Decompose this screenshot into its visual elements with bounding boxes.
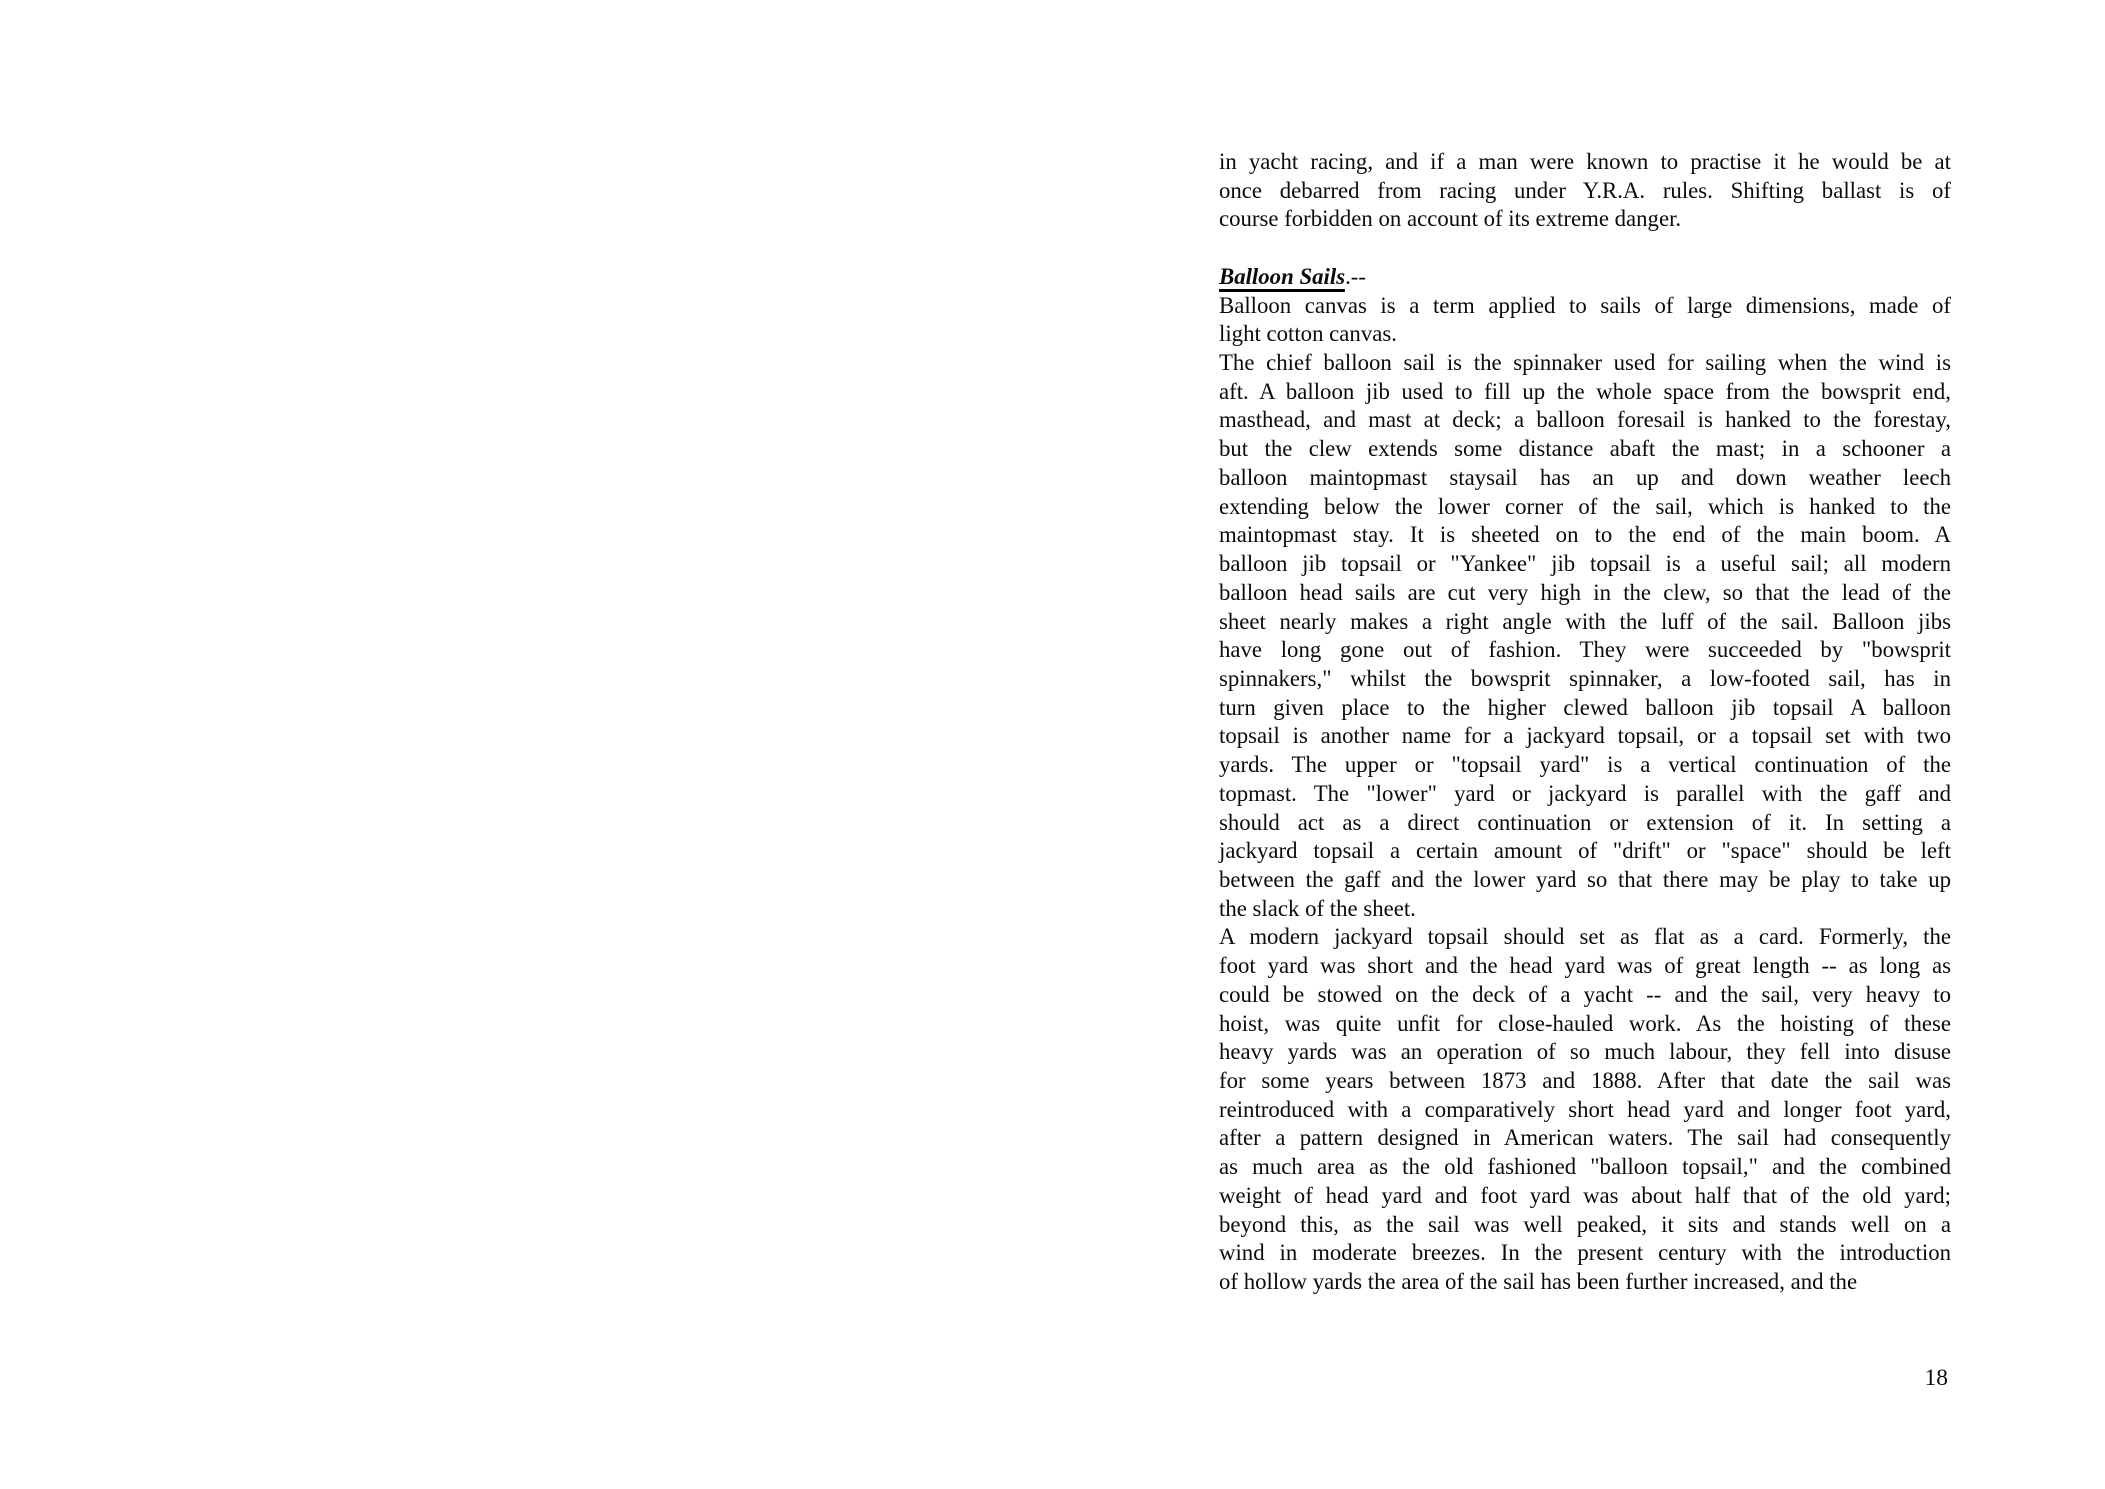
text-line: topsail is another name for a jackyard topsail, or a topsail set with two — [1219, 723, 1951, 749]
text-line: topmast. The "lower" yard or jackyard is parallel with the gaff and — [1219, 780, 1951, 806]
text-line: A modern jackyard topsail should set as flat as a card. Formerly, the — [1219, 924, 1951, 950]
section-heading-title: Balloon Sails — [1219, 264, 1345, 292]
text-line: hoist, was quite unfit for close-hauled work. As the hoisting of these — [1219, 1010, 1951, 1036]
paragraph-balloon-canvas — [1219, 292, 1951, 349]
paragraph-chief-balloon-sail — [1219, 349, 1951, 923]
text-line: sheet nearly makes a right angle with the luff of the sail. Balloon jibs — [1219, 608, 1951, 634]
text-line: once debarred from racing under Y.R.A. rules. Shifting ballast is of — [1219, 177, 1951, 203]
text-column — [1219, 148, 1951, 1297]
section-heading-suffix: .-- — [1345, 263, 1366, 289]
paragraph-intro — [1219, 148, 1951, 234]
text-line: in yacht racing, and if a man were known to practise it he would be at — [1219, 149, 1951, 174]
text-line: should act as a direct continuation or extension of it. In setting a — [1219, 809, 1951, 835]
text-line: the slack of the sheet. — [1219, 895, 1416, 921]
text-line: turn given place to the higher clewed balloon jib topsail A balloon — [1219, 694, 1951, 720]
text-line: extending below the lower corner of the sail, which is hanked to the — [1219, 493, 1951, 519]
text-line: Balloon canvas is a term applied to sails of large dimensions, made of — [1219, 292, 1951, 318]
text-line: masthead, and mast at deck; a balloon foresail is hanked to the forestay, — [1219, 407, 1951, 433]
text-line: light cotton canvas. — [1219, 321, 1397, 347]
text-line: but the clew extends some distance abaft the mast; in a schooner a — [1219, 436, 1951, 462]
text-line: after a pattern designed in American waters. The sail had consequently — [1219, 1125, 1951, 1151]
text-line: between the gaff and the lower yard so that there may be play to take up — [1219, 866, 1951, 892]
text-line: reintroduced with a comparatively short head yard and longer foot yard, — [1219, 1096, 1951, 1122]
text-line: balloon maintopmast staysail has an up and down weather leech — [1219, 464, 1951, 490]
page-number: 18 — [1924, 1365, 1948, 1391]
text-line: yards. The upper or "topsail yard" is a vertical continuation of the — [1219, 752, 1951, 778]
text-line: jackyard topsail a certain amount of "drift" or "space" should be left — [1219, 838, 1951, 864]
text-line: course forbidden on account of its extreme danger. — [1219, 206, 1682, 232]
text-line: could be stowed on the deck of a yacht -- and the sail, very heavy to — [1219, 981, 1951, 1007]
text-line: spinnakers," whilst the bowsprit spinnaker, a low-footed sail, has in — [1219, 665, 1951, 691]
text-line: as much area as the old fashioned "balloon topsail," and the combined — [1219, 1154, 1951, 1180]
text-line: balloon jib topsail or "Yankee" jib topsail is a useful sail; all modern — [1219, 551, 1951, 577]
text-line: balloon head sails are cut very high in the clew, so that the lead of the — [1219, 579, 1951, 605]
text-line: of hollow yards the area of the sail has been further increased, and the — [1219, 1269, 1858, 1295]
text-line: for some years between 1873 and 1888. After that date the sail was — [1219, 1068, 1951, 1093]
text-line: heavy yards was an operation of so much labour, they fell into disuse — [1219, 1039, 1951, 1065]
text-line: The chief balloon sail is the spinnaker used for sailing when the wind is — [1219, 350, 1951, 376]
text-line: weight of head yard and foot yard was about half that of the old yard; — [1219, 1182, 1951, 1208]
text-line: beyond this, as the sail was well peaked, it sits and stands well on a — [1219, 1211, 1951, 1237]
paragraph-modern-jackyard — [1219, 923, 1951, 1296]
text-line: maintopmast stay. It is sheeted on to the end of the main boom. A — [1219, 522, 1951, 548]
text-line: foot yard was short and the head yard was of great length -- as long as — [1219, 953, 1951, 979]
text-line: aft. A balloon jib used to fill up the whole space from the bowsprit end, — [1219, 378, 1951, 404]
text-line: have long gone out of fashion. They were succeeded by "bowsprit — [1219, 637, 1951, 663]
section-heading — [1219, 263, 1951, 292]
text-line: wind in moderate breezes. In the present century with the introduction — [1219, 1240, 1951, 1266]
